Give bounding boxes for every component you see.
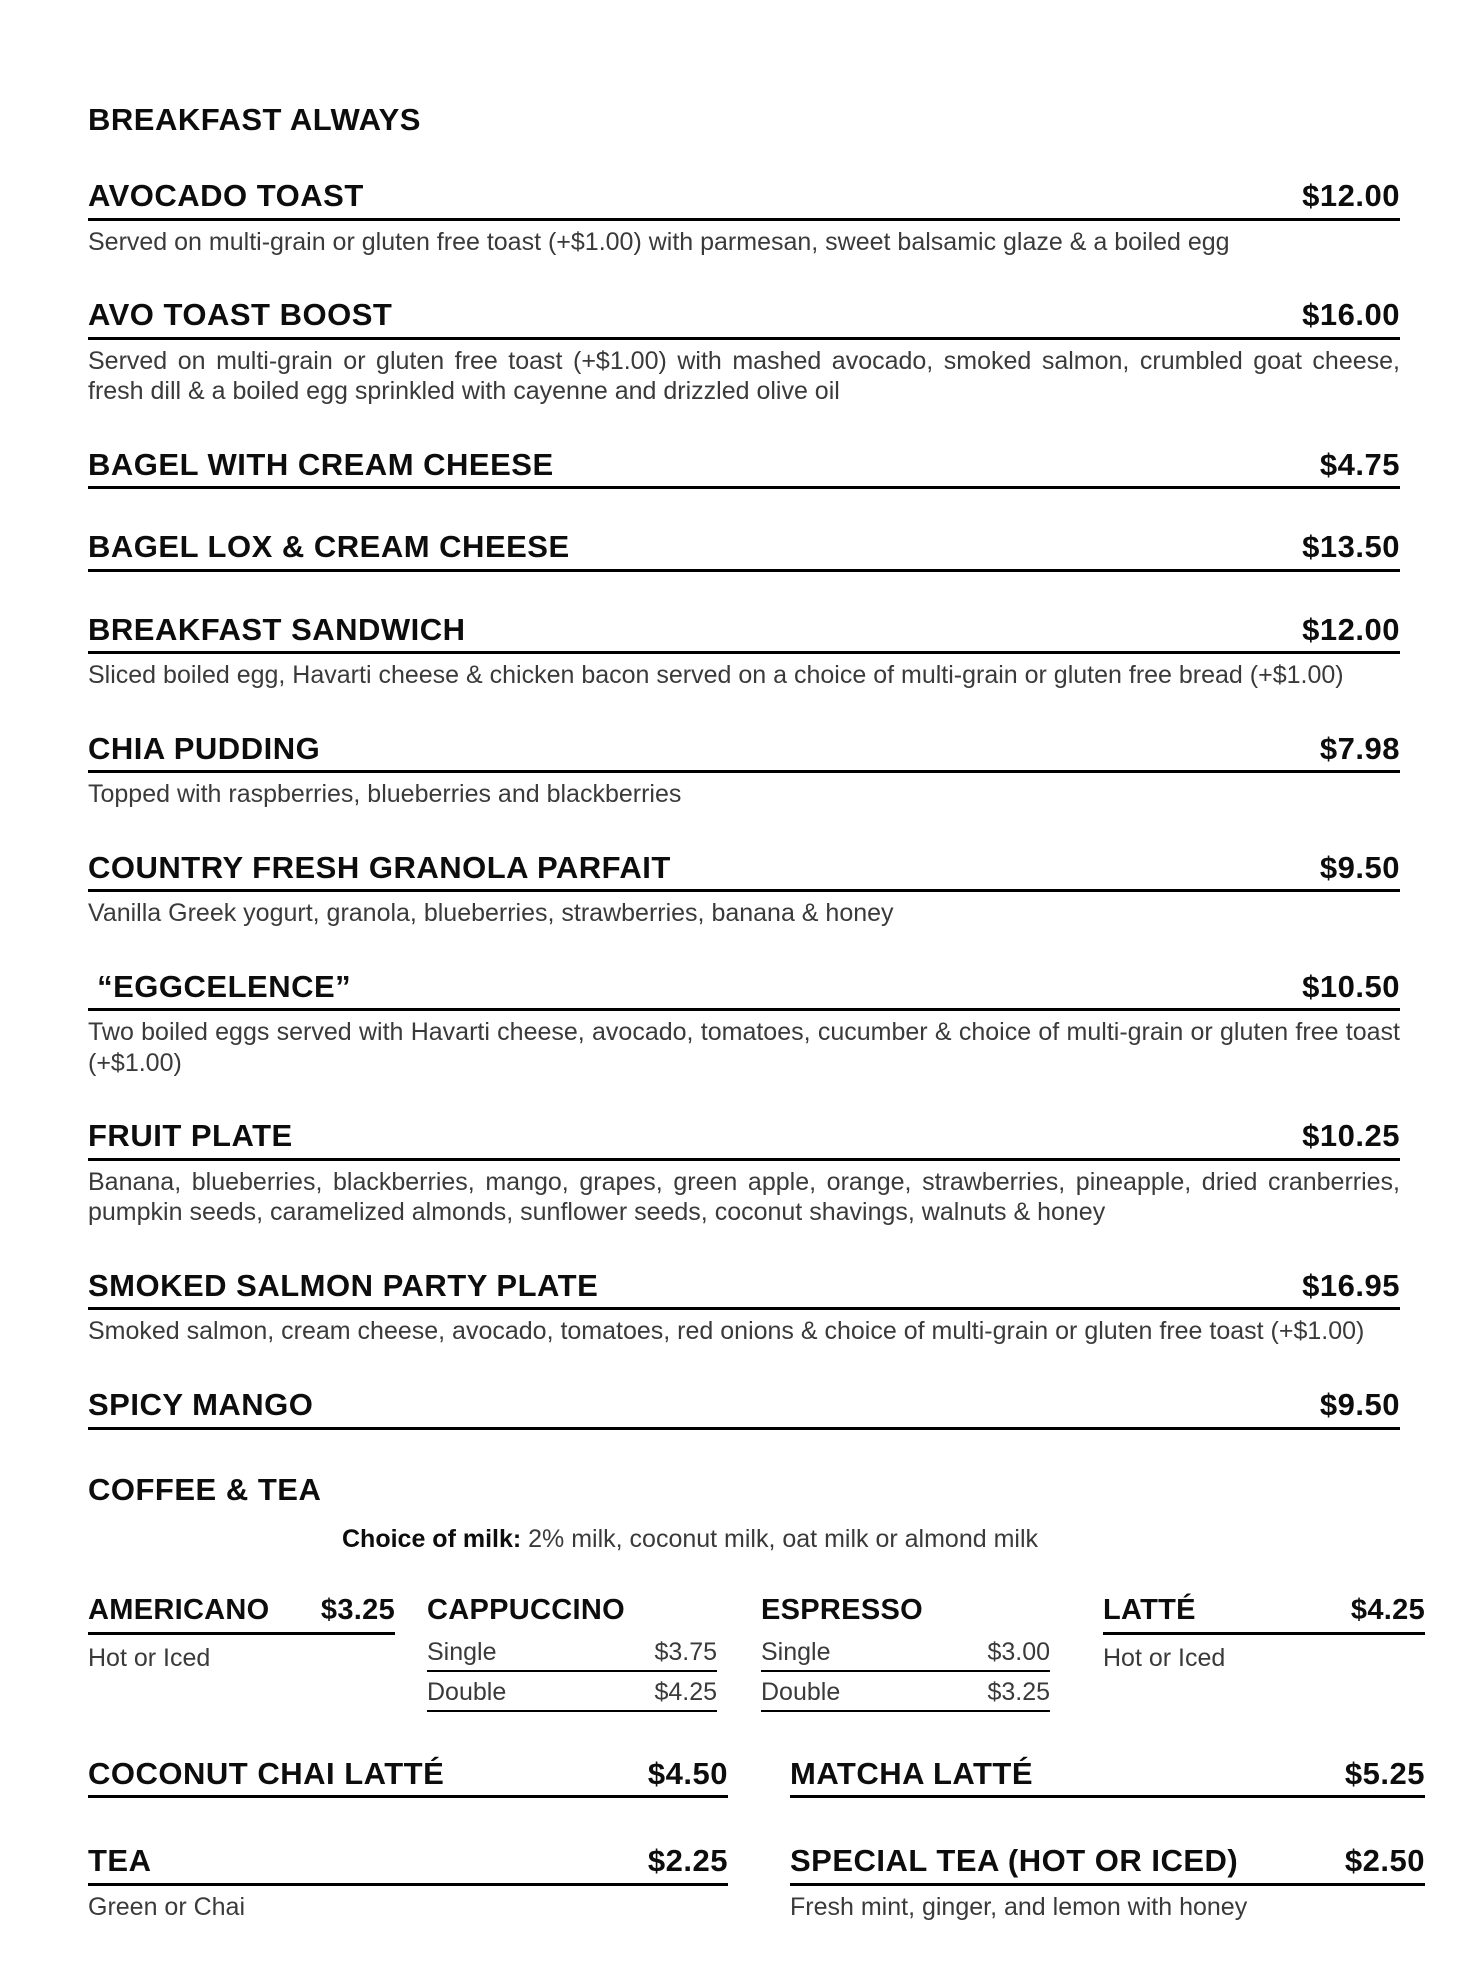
menu-item-name: “EGGCELENCE” [88,968,352,1004]
drink-price: $2.50 [1344,1843,1425,1879]
menu-item-chia-pudding [88,730,1400,810]
menu-item-description: Sliced boiled egg, Havarti cheese & chicken bacon served on a choice of multi-grain or gluten free bread (+$1.00) [88,661,1344,690]
menu-item-price: $12.00 [1302,611,1400,647]
drink-special-tea [790,1845,1425,1922]
coffee-item-name: CAPPUCCINO [427,1593,625,1626]
breakfast-items-list [88,180,1400,1430]
coffee-item-header [427,1594,717,1632]
menu-item-description: Served on multi-grain or gluten free toast (+$1.00) with mashed avocado, smoked salmon, crumbled goat cheese, fresh dill & a boiled egg sprinkled with cayenne and drizzled olive oil [88,346,1400,406]
size-price: $3.25 [987,1677,1050,1706]
drink-name: MATCHA LATTÉ [790,1755,1034,1791]
menu-item-price: $16.00 [1302,297,1400,333]
drink-description: Fresh mint, ginger, and lemon with honey [790,1892,1248,1921]
milk-choice-label: Choice of milk: [342,1524,522,1553]
menu-item-name: AVOCADO TOAST [88,178,364,213]
menu-item-name: FRUIT PLATE [88,1118,293,1154]
menu-item-header [88,531,1400,572]
menu-item-name: BAGEL LOX & CREAM CHEESE [88,529,570,565]
coffee-item-name: AMERICANO [88,1593,270,1626]
menu-item-avocado-toast [88,180,1400,257]
menu-item-description: Served on multi-grain or gluten free toast (+$1.00) with parmesan, sweet balsamic glaze & a boiled egg [88,227,1230,256]
menu-item-granola-parfait [88,849,1400,929]
menu-item-name: COUNTRY FRESH GRANOLA PARFAIT [88,849,671,885]
menu-item-breakfast-sandwich [88,611,1400,691]
menu-item-header [88,849,1400,893]
menu-item-header [88,299,1400,340]
menu-item-price: $7.98 [1319,730,1400,766]
coffee-item-price: $3.25 [320,1593,395,1626]
menu-item-description: Topped with raspberries, blueberries and blackberries [88,780,682,809]
specialty-drinks-grid [88,1755,1425,1969]
menu-item-name: BREAKFAST SANDWICH [88,611,466,647]
size-label: Single [427,1637,497,1666]
menu-item-description: Two boiled eggs served with Havarti cheese, avocado, tomatoes, cucumber & choice of multi-grain or gluten free toast (+$1.00) [88,1018,1400,1077]
menu-item-header [88,1120,1400,1161]
menu-item-name: SPICY MANGO [88,1386,314,1422]
menu-item-eggcelence [88,968,1400,1079]
coffee-column-latte [1103,1594,1425,1712]
size-label: Double [761,1677,841,1706]
drink-name: SPECIAL TEA (HOT OR ICED) [790,1843,1239,1879]
coffee-column-cappuccino [427,1594,717,1712]
drink-matcha-latte [790,1755,1425,1799]
size-row-double [761,1676,1050,1712]
coffee-item-note: Hot or Iced [88,1643,211,1672]
menu-item-header [88,968,1400,1012]
menu-item-header [88,446,1400,490]
coffee-item-header [88,1594,395,1635]
menu-item-spicy-mango [88,1386,1400,1430]
milk-choice-line [342,1524,1425,1554]
menu-item-header [88,180,1400,221]
drink-name: TEA [88,1843,152,1879]
menu-item-bagel-lox [88,531,1400,572]
size-price: $3.75 [654,1637,717,1666]
menu-item-fruit-plate [88,1120,1400,1228]
size-price: $4.25 [654,1677,717,1706]
coffee-column-americano [88,1594,395,1712]
menu-item-header [88,611,1400,655]
menu-item-name: BAGEL WITH CREAM CHEESE [88,446,554,482]
size-row-single [761,1636,1050,1672]
menu-item-description: Banana, blueberries, blackberries, mango, grapes, green apple, orange, strawberries, pineapple, dried cranberries, pumpkin seeds, caramelized almonds, sunflower seeds, coconut shavings, walnuts & honey [88,1167,1400,1227]
menu-item-price: $9.50 [1319,849,1400,885]
drink-description: Green or Chai [88,1892,246,1921]
menu-item-price: $16.95 [1302,1267,1400,1303]
size-row-single [427,1636,717,1672]
drink-header [790,1845,1425,1886]
menu-item-header [88,730,1400,774]
drink-header [88,1845,728,1886]
menu-item-bagel-cream-cheese [88,446,1400,490]
coffee-item-note: Hot or Iced [1103,1643,1226,1672]
drink-coconut-chai-latte [88,1755,728,1799]
size-label: Double [427,1677,507,1706]
coffee-item-name: ESPRESSO [761,1593,923,1626]
size-price: $3.00 [987,1637,1050,1666]
menu-item-price: $4.75 [1319,446,1400,482]
menu-item-header [88,1386,1400,1430]
menu-item-price: $9.50 [1319,1386,1400,1422]
menu-item-smoked-salmon-plate [88,1267,1400,1347]
coffee-item-name: LATTÉ [1103,1593,1196,1626]
coffee-columns [88,1594,1425,1712]
coffee-column-espresso [761,1594,1050,1712]
coffee-item-price: $4.25 [1350,1593,1425,1626]
drink-header [790,1755,1425,1799]
menu-item-price: $10.25 [1302,1118,1400,1154]
size-label: Single [761,1637,831,1666]
size-row-double [427,1676,717,1712]
menu-item-price: $13.50 [1302,529,1400,565]
menu-item-name: AVO TOAST BOOST [88,297,393,333]
drink-price: $2.25 [647,1843,728,1879]
menu-item-description: Smoked salmon, cream cheese, avocado, tomatoes, red onions & choice of multi-grain or gluten free toast (+$1.00) [88,1317,1365,1346]
drink-price: $4.50 [647,1755,728,1791]
menu-item-price: $12.00 [1302,178,1400,213]
menu-item-name: CHIA PUDDING [88,730,321,766]
menu-item-header [88,1267,1400,1311]
coffee-item-header [761,1594,1050,1632]
section-title-breakfast: BREAKFAST ALWAYS [88,102,421,137]
drink-name: COCONUT CHAI LATTÉ [88,1755,445,1791]
menu-item-name: SMOKED SALMON PARTY PLATE [88,1267,599,1303]
drink-header [88,1755,728,1799]
menu-item-description: Vanilla Greek yogurt, granola, blueberries, strawberries, banana & honey [88,899,894,928]
coffee-item-header [1103,1594,1425,1635]
drink-tea [88,1845,728,1922]
menu-item-price: $10.50 [1302,968,1400,1004]
milk-choice-options: 2% milk, coconut milk, oat milk or almond milk [528,1524,1039,1553]
menu-item-avo-toast-boost [88,299,1400,407]
drink-price: $5.25 [1344,1755,1425,1791]
section-title-coffee-tea: COFFEE & TEA [88,1471,322,1507]
